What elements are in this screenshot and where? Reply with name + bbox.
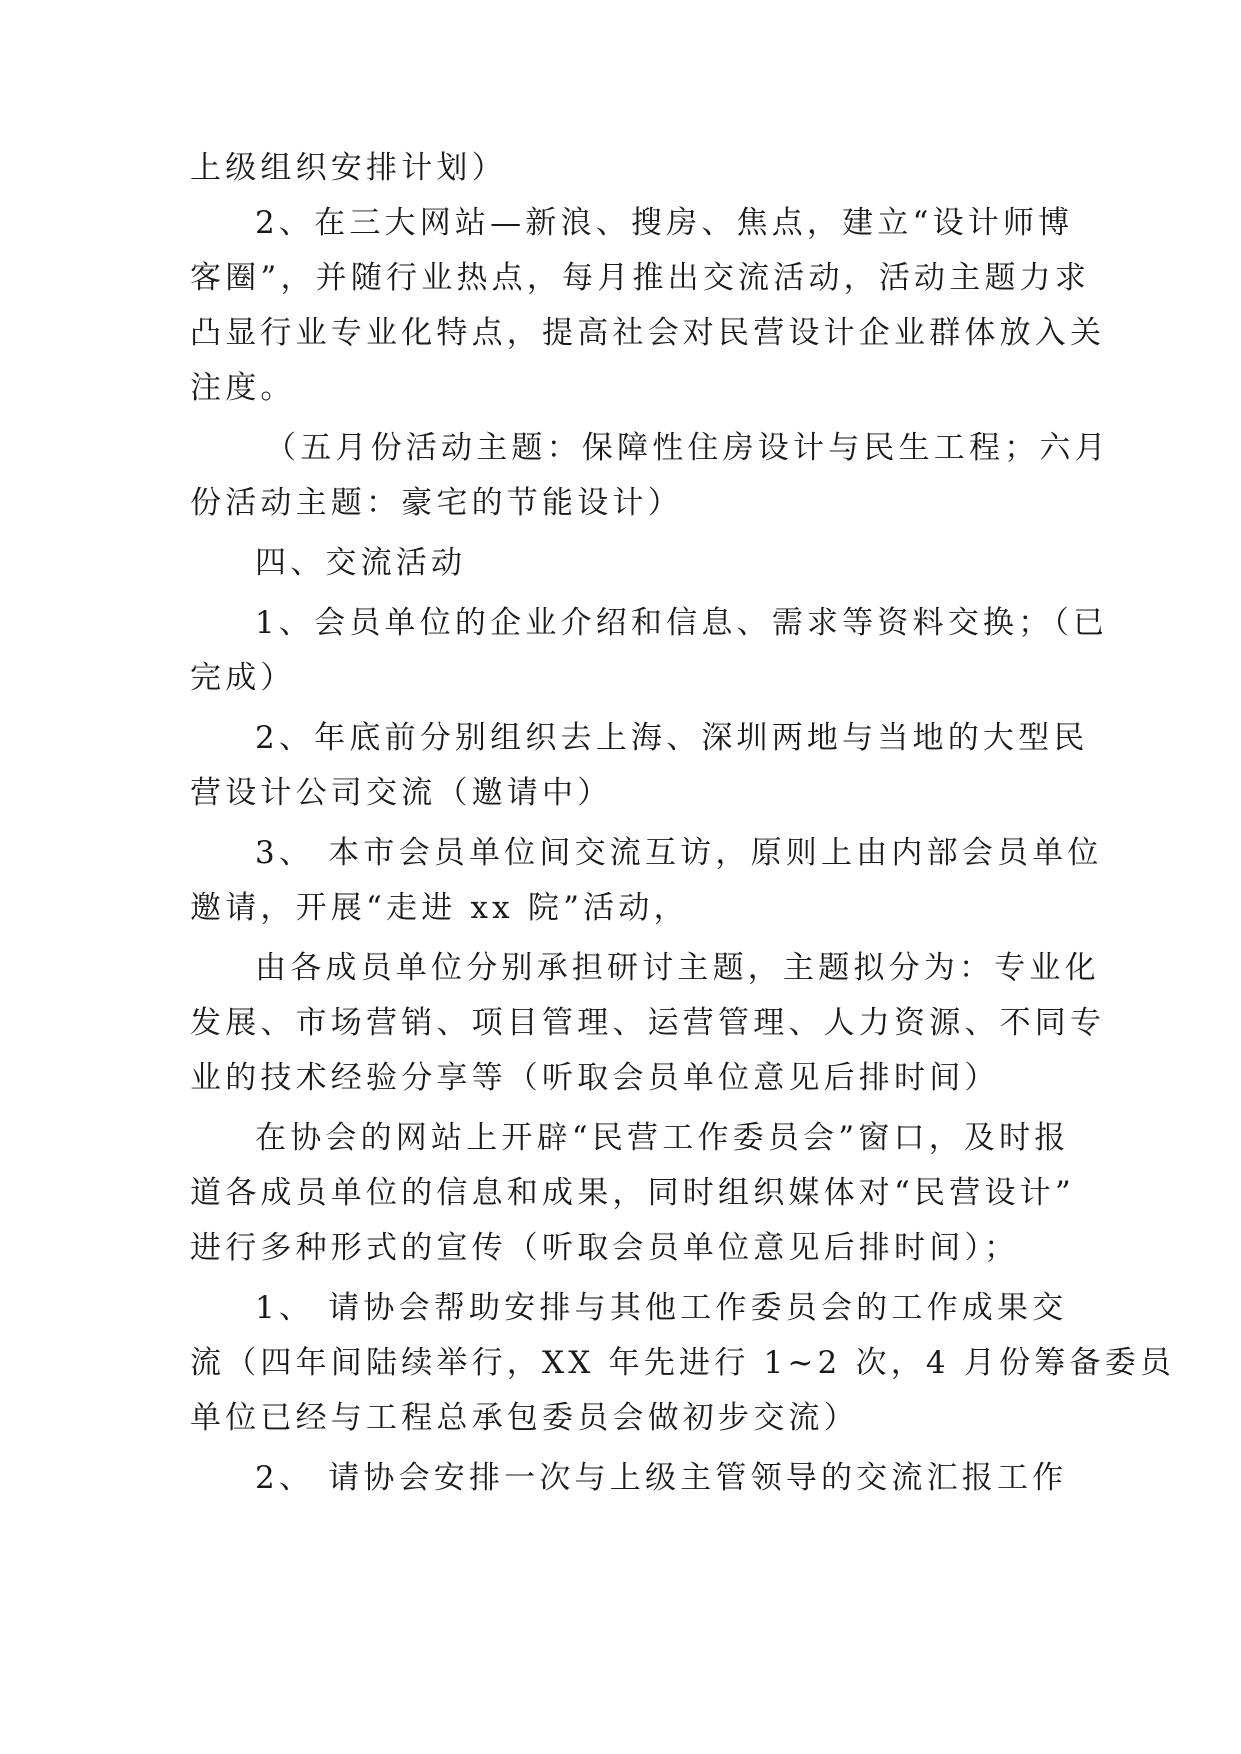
text-line: 2、 请协会安排一次与上级主管领导的交流汇报工作 — [255, 1460, 1068, 1496]
text-line: 完成） — [190, 660, 296, 696]
text-line: 1、 请协会帮助安排与其他工作委员会的工作成果交 — [255, 1290, 1068, 1326]
text-line: 1、会员单位的企业介绍和信息、需求等资料交换；（已 — [255, 605, 1109, 641]
text-line: 发展、市场营销、项目管理、运营管理、人力资源、不同专 — [190, 1005, 1106, 1041]
text-line: 在协会的网站上开辟“民营工作委员会”窗口，及时报 — [255, 1120, 1070, 1156]
text-line: （五月份活动主题：保障性住房设计与民生工程；六月 — [265, 430, 1110, 466]
text-line: 营设计公司交流（邀请中） — [190, 775, 613, 811]
text-line: 上级组织安排计划） — [190, 150, 507, 186]
text-line: 客圈”，并随行业热点，每月推出交流活动，活动主题力求 — [190, 260, 1091, 296]
text-line: 2、在三大网站—新浪、搜房、焦点，建立“设计师博 — [255, 205, 1074, 241]
section-heading: 四、交流活动 — [255, 545, 467, 581]
text-line: 进行多种形式的宣传（听取会员单位意见后排时间）； — [190, 1230, 1020, 1266]
text-line: 邀请，开展“走进 xx 院”活动， — [190, 890, 689, 926]
text-line: 业的技术经验分享等（听取会员单位意见后排时间） — [190, 1060, 1000, 1096]
text-line: 3、 本市会员单位间交流互访，原则上由内部会员单位 — [255, 835, 1103, 871]
text-line: 凸显行业专业化特点，提高社会对民营设计企业群体放入关 — [190, 315, 1106, 351]
text-line: 注度。 — [190, 370, 296, 406]
text-line: 单位已经与工程总承包委员会做初步交流） — [190, 1400, 859, 1436]
text-line: 由各成员单位分别承担研讨主题，主题拟分为：专业化 — [255, 950, 1100, 986]
text-line: 2、年底前分别组织去上海、深圳两地与当地的大型民 — [255, 720, 1089, 756]
text-line: 流（四年间陆续举行，XX 年先进行 1~2 次，4 月份筹备委员 — [190, 1345, 1176, 1381]
text-line: 道各成员单位的信息和成果，同时组织媒体对“民营设计” — [190, 1175, 1075, 1211]
text-line: 份活动主题：豪宅的节能设计） — [190, 485, 683, 521]
